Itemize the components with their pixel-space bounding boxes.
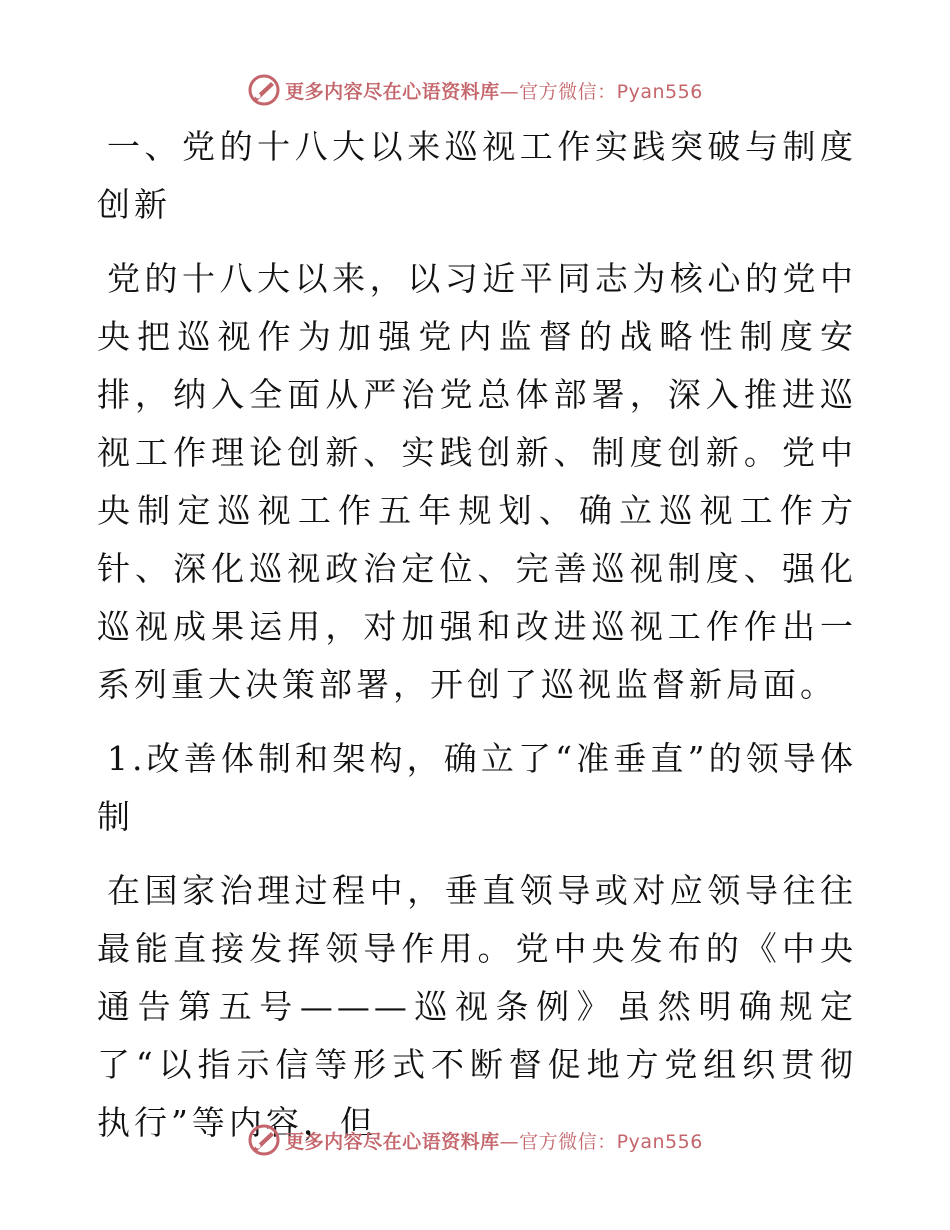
body-paragraph: 党的十八大以来，以习近平同志为核心的党中央把巡视作为加强党内监督的战略性制度安排，纳入全面从严治党总体部署，深入推进巡视工作理论创新、实践创新、制度创新。党中央制定巡视工作五年规划、确立巡视工作方针、深化巡视政治定位、完善巡视制度、强化巡视成果运用，对加强和改进巡视工作作出一系列重大决策部署，开创了巡视监督新局面。 — [97, 259, 857, 704]
section-heading: 一、党的十八大以来巡视工作实践突破与制度创新 — [97, 127, 857, 224]
watermark-wechat: —官方微信：Pyan556 — [499, 80, 703, 103]
subsection-heading: 1.改善体制和架构，确立了“准垂直”的领导体制 — [97, 739, 857, 836]
watermark-banner-top — [0, 70, 950, 110]
watermark-banner-bottom — [0, 1120, 950, 1160]
pen-logo-icon — [247, 1123, 281, 1157]
watermark-wechat: —官方微信：Pyan556 — [499, 1130, 703, 1153]
pen-logo-icon — [247, 73, 281, 107]
watermark-text — [285, 77, 703, 104]
watermark-brand: 更多内容尽在心语资料库 — [285, 1130, 500, 1153]
document-body — [97, 118, 857, 1168]
watermark-brand: 更多内容尽在心语资料库 — [285, 80, 500, 103]
watermark-text — [285, 1127, 703, 1154]
body-paragraph: 在国家治理过程中，垂直领导或对应领导往往最能直接发挥领导作用。党中央发布的《中央通告第五号———巡视条例》虽然明确规定了“以指示信等形式不断督促地方党组织贯彻执行”等内容，但 — [97, 871, 857, 1142]
